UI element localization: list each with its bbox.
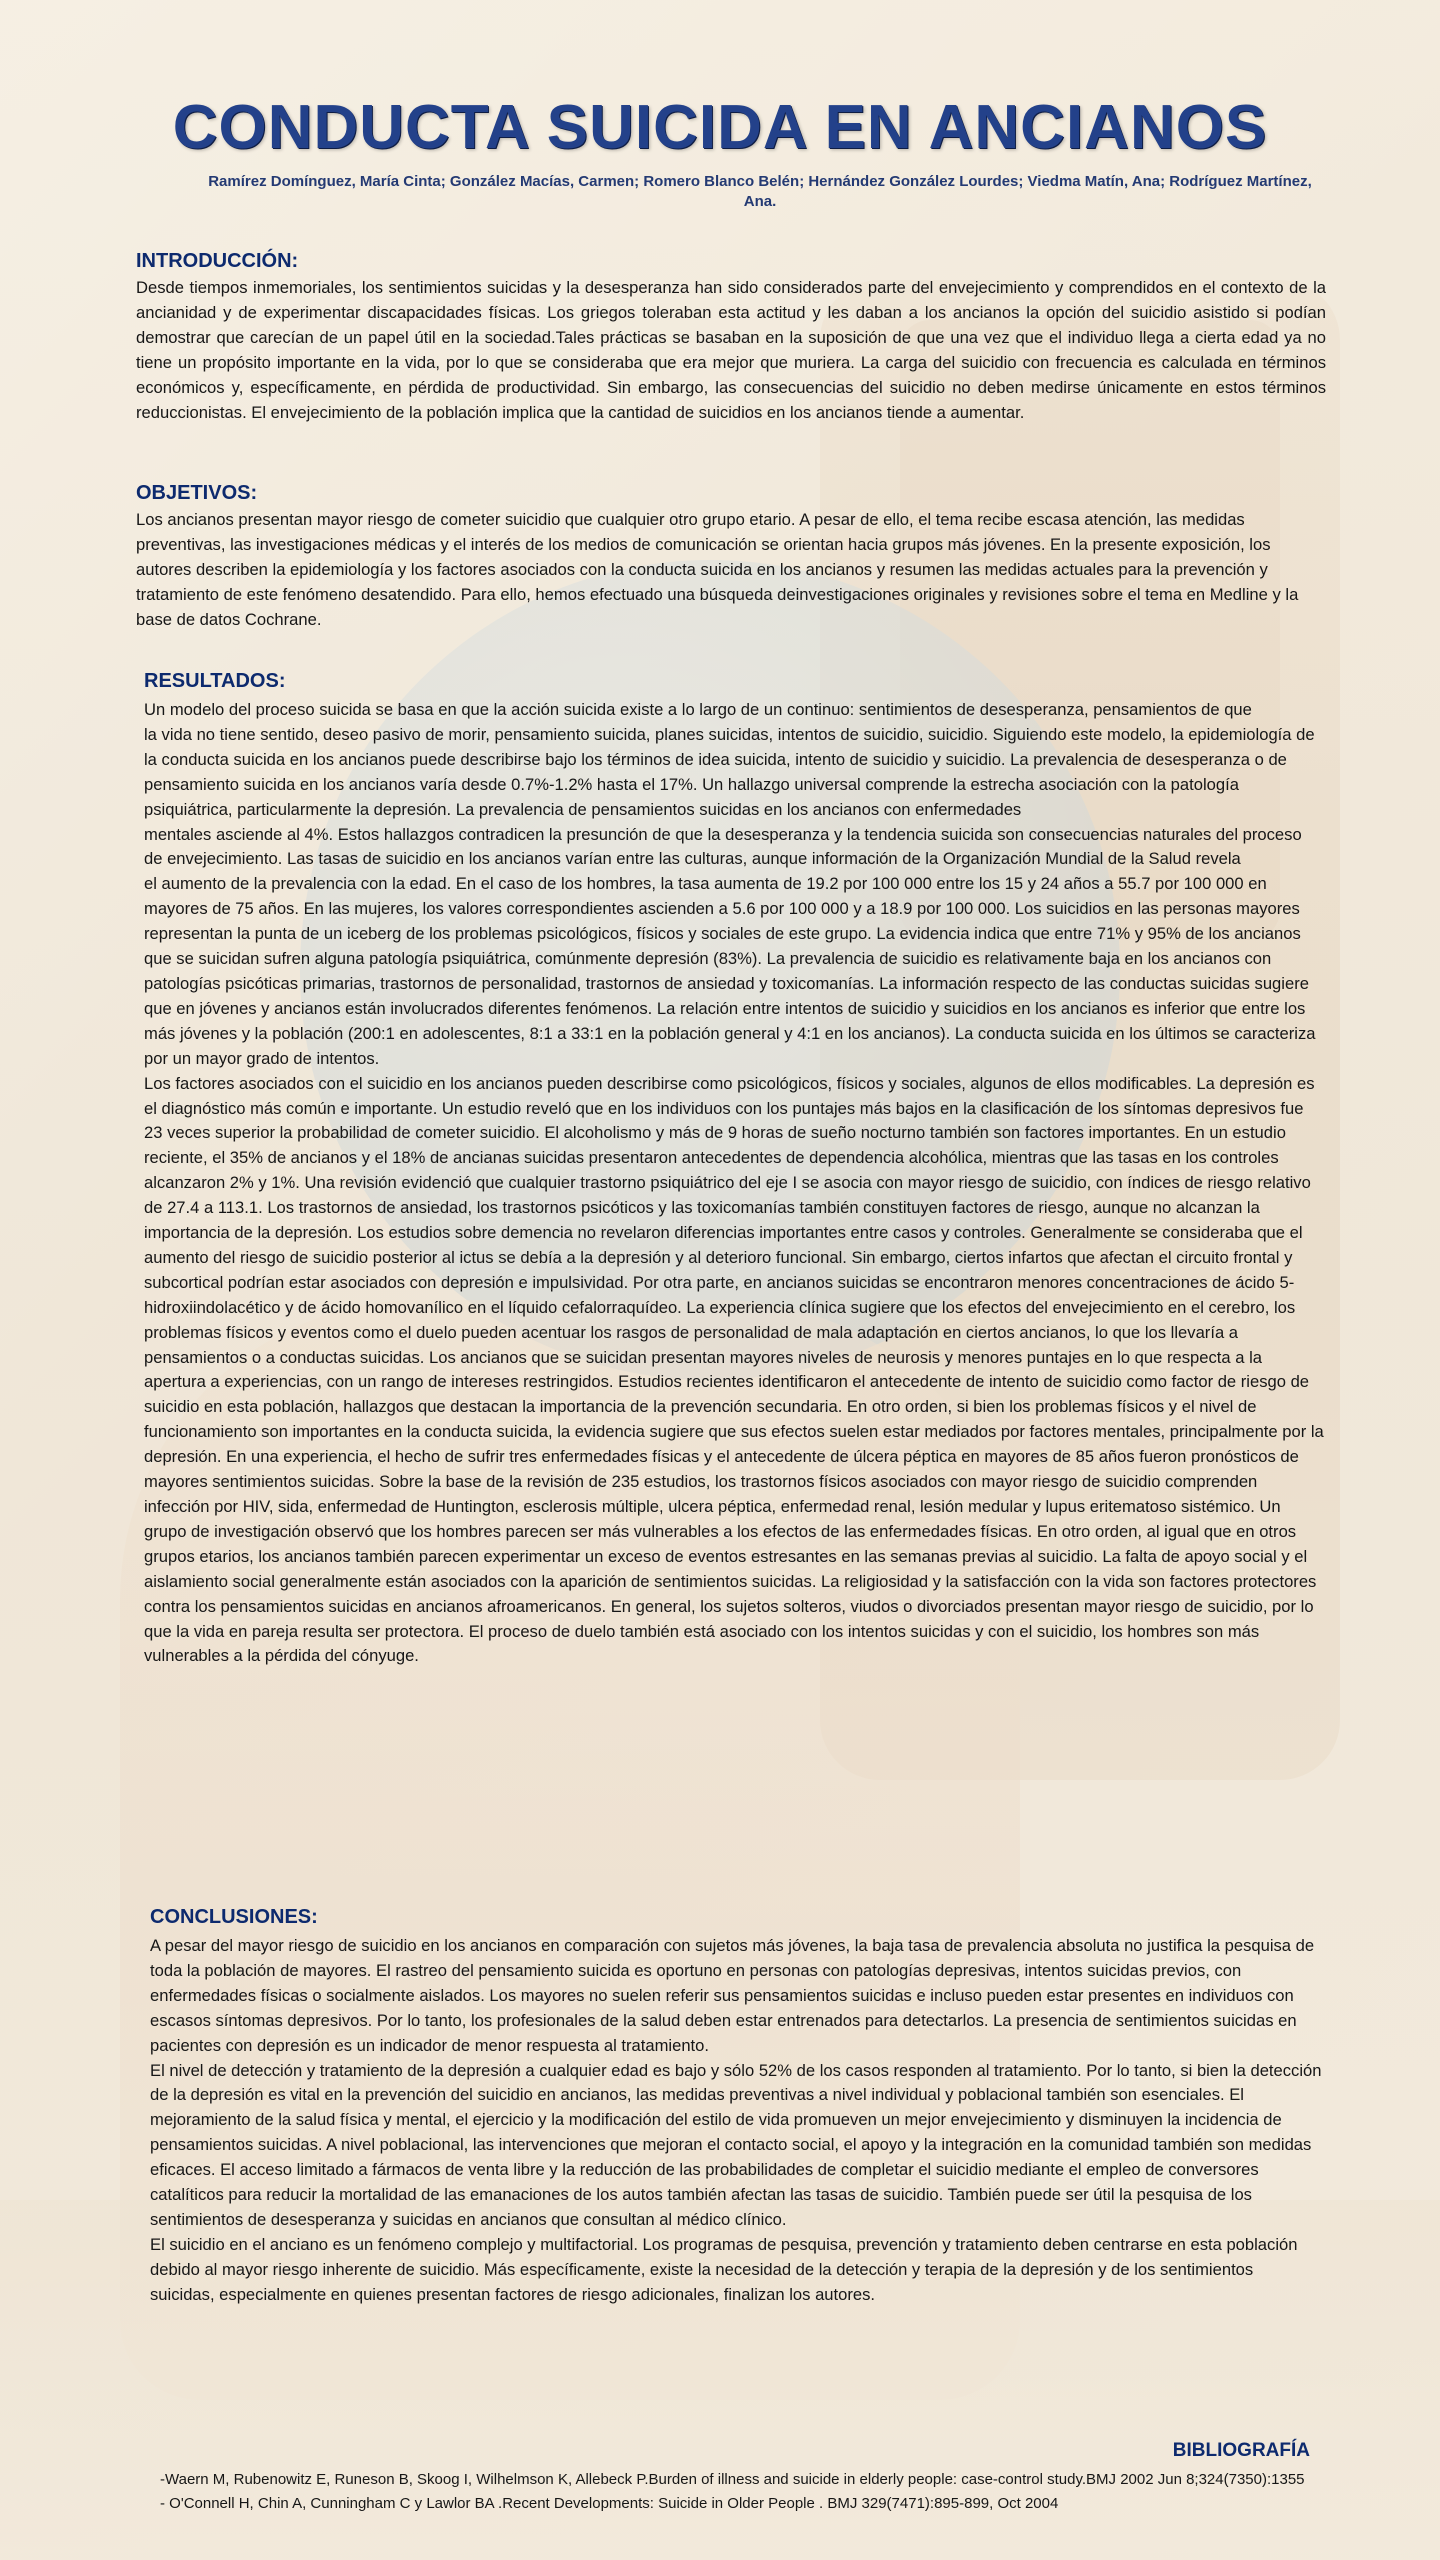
objetivos-heading: OBJETIVOS: (136, 482, 258, 504)
bibliografia-entry: -Waern M, Rubenowitz E, Runeson B, Skoog I, Wilhelmson K, Allebeck P.Burden of illness and suicide in elderly people: case-control study.BMJ 2002 Jun 8;324(7350):1355 (160, 2471, 1305, 2488)
objetivos-body (136, 508, 1326, 633)
resultados-heading: RESULTADOS: (144, 670, 286, 692)
resultados-body (144, 698, 1324, 1669)
conclusiones-body (150, 1934, 1322, 2308)
conclusiones-paragraph: El suicidio en el anciano es un fenómeno complejo y multifactorial. Los programas de pesquisa, prevención y tratamiento deben centrarse en esta población debido al mayor riesgo inherente de suicidio. Más específicamente, existe la necesidad de la detección y terapia de la depresión y de los sentimientos suicidas, especialmente en quienes presentan factores de riesgo adicionales, finalizan los autores. (150, 2234, 1298, 2304)
bibliografia-list (160, 2468, 1310, 2516)
objetivos-paragraph: Los ancianos presentan mayor riesgo de cometer suicidio que cualquier otro grupo etario. A pesar de ello, el tema recibe escasa atención, las medidas preventivas, las investigaciones médicas y el interés de los medios de comunicación se orientan hacia grupos más jóvenes. En la presente exposición, los autores describen la epidemiología y los factores asociados con la conducta suicida en los ancianos y resumen las medidas actuales para la prevención y tratamiento de este fenómeno desatendido. Para ello, hemos efectuado una búsqueda deinvestigaciones originales y revisiones sobre el tema en Medline y la base de datos Cochrane. (136, 510, 1299, 629)
resultados-paragraph: mentales asciende al 4%. Estos hallazgos contradicen la presunción de que la desesperanza y la tendencia suicida son consecuencias naturales del proceso de envejecimiento. Las tasas de suicidio en los ancianos varían entre las culturas, aunque información de la Organización Mundial de la Salud revela (144, 824, 1302, 869)
introduccion-body (136, 276, 1326, 425)
resultados-paragraph: el aumento de la prevalencia con la edad. En el caso de los hombres, la tasa aumenta de 19.2 por 100 000 entre los 15 y 24 años a 55.7 por 100 000 en mayores de 75 años. En las mujeres, los valores correspondientes ascienden a 5.6 por 100 000 y a 18.9 por 100 000. Los suicidios en las personas mayores representan la punta de un iceberg de los problemas psicológicos, físicos y sociales de este grupo. La evidencia indica que entre 71% y 95% de los ancianos que se suicidan sufren alguna patología psiquiátrica, comúnmente depresión (83%). La prevalencia de suicidio es relativamente baja en los ancianos con patologías psicóticas primarias, trastornos de personalidad, trastornos de ansiedad y toxicomanías. La información respecto de las conductas suicidas sugiere que en jóvenes y ancianos están involucrados diferentes fenómenos. La relación entre intentos de suicidio y suicidios en los ancianos es inferior que entre los más jóvenes y la población (200:1 en adolescentes, 8:1 a 33:1 en la población general y 4:1 en los ancianos). La conducta suicida en los últimos se caracteriza por un mayor grado de intentos. (144, 874, 1316, 1068)
bibliografia-heading: BIBLIOGRAFÍA (1172, 2440, 1310, 2461)
conclusiones-paragraph: A pesar del mayor riesgo de suicidio en los ancianos en comparación con sujetos más jóvenes, la baja tasa de prevalencia absoluta no justifica la pesquisa de toda la población de mayores. El rastreo del pensamiento suicida es oportuno en personas con patologías depresivas, intentos suicidas previos, con enfermedades físicas o socialmente aislados. Los mayores no suelen referir sus pensamientos suicidas e incluso pueden estar presentes en individuos con escasos síntomas depresivos. Por lo tanto, los profesionales de la salud deben estar entrenados para detectarlos. La presencia de sentimientos suicidas en pacientes con depresión es un indicador de menor respuesta al tratamiento. (150, 1936, 1315, 2055)
resultados-paragraph: Un modelo del proceso suicida se basa en que la acción suicida existe a lo largo de un continuo: sentimientos de desesperanza, pensamientos de que (144, 700, 1252, 719)
introduccion-heading: INTRODUCCIÓN: (136, 250, 299, 272)
authors-line: Ramírez Domínguez, María Cinta; González Macías, Carmen; Romero Blanco Belén; Hernández González Lourdes; Viedma Matín, Ana; Rodríguez Martínez, Ana. (208, 173, 1312, 210)
introduccion-paragraph: Desde tiempos inmemoriales, los sentimientos suicidas y la desesperanza han sido considerados parte del envejecimiento y comprendidos en el contexto de la ancianidad y de experimentar discapacidades físicas. Los griegos toleraban esta actitud y les daban a los ancianos la opción del suicidio asistido si podían demostrar que carecían de un papel útil en la sociedad.Tales prácticas se basaban en la suposición de que una vez que el individuo llega a cierta edad ya no tiene un propósito importante en la vida, por lo que se consideraba que era mejor que muriera. La carga del suicidio con frecuencia es calculada en términos económicos y, específicamente, en pérdida de productividad. Sin embargo, las consecuencias del suicidio no deben medirse únicamente en estos términos reduccionistas. El envejecimiento de la población implica que la cantidad de suicidios en los ancianos tiende a aumentar. (136, 278, 1326, 422)
poster-title: CONDUCTA SUICIDA EN ANCIANOS (172, 93, 1268, 162)
conclusiones-paragraph: El nivel de detección y tratamiento de la depresión a cualquier edad es bajo y sólo 52% de los casos responden al tratamiento. Por lo tanto, si bien la detección de la depresión es vital en la prevención del suicidio en ancianos, las medidas preventivas a nivel individual y poblacional también son esenciales. El mejoramiento de la salud física y mental, el ejercicio y la modificación del estilo de vida promueven un mejor envejecimiento y disminuyen la incidencia de pensamientos suicidas. A nivel poblacional, las intervenciones que mejoran el contacto social, el apoyo y la integración en la comunidad también son medidas eficaces. El acceso limitado a fármacos de venta libre y la reducción de las probabilidades de completar el suicidio mediante el empleo de conversores catalíticos para reducir la mortalidad de las emanaciones de los autos también afectan las tasas de suicidio. También puede ser útil la pesquisa de los sentimientos de desesperanza y suicidas en ancianos que consultan al médico clínico. (150, 2060, 1322, 2229)
resultados-paragraph: Los factores asociados con el suicidio en los ancianos pueden describirse como psicológicos, físicos y sociales, algunos de ellos modificables. La depresión es el diagnóstico más común e importante. Un estudio reveló que en los individuos con los puntajes más bajos en la clasificación de los síntomas depresivos fue 23 veces superior la probabilidad de cometer suicidio. El alcoholismo y más de 9 horas de sueño nocturno también son factores importantes. En un estudio reciente, el 35% de ancianos y el 18% de ancianas suicidas presentaron antecedentes de dependencia alcohólica, mientras que las tasas en los controles alcanzaron 2% y 1%. Una revisión evidenció que cualquier trastorno psiquiátrico del eje I se asocia con mayor riesgo de suicidio, con índices de riesgo relativo de 27.4 a 113.1. Los trastornos de ansiedad, los trastornos psicóticos y las toxicomanías también constituyen factores de riesgo, aunque no alcanzan la importancia de la depresión. Los estudios sobre demencia no revelaron diferencias importantes entre casos y controles. Generalmente se consideraba que el aumento del riesgo de suicidio posterior al ictus se debía a la depresión y al deterioro funcional. Sin embargo, ciertos infartos que afectan el circuito frontal y subcortical podrían estar asociados con depresión e impulsividad. Por otra parte, en ancianos suicidas se encontraron menores concentraciones de ácido 5-hidroxiindolacético y de ácido homovanílico en el líquido cefalorraquídeo. La experiencia clínica sugiere que los efectos del envejecimiento en el cerebro, los problemas físicos y eventos como el duelo pueden acentuar los rasgos de personalidad de mala adaptación en ciertos ancianos, lo que los llevaría a pensamientos o a conductas suicidas. Los ancianos que se suicidan presentan mayores niveles de neurosis y menores puntajes en lo que respecta a la apertura a experiencias, con un rango de intereses restringidos. Estudios recientes identificaron el antecedente de intento de suicidio como factor de riesgo de suicidio en esta población, hallazgos que destacan la importancia de la prevención secundaria. En otro orden, si bien los problemas físicos y el nivel de funcionamiento son importantes en la conducta suicida, la evidencia sugiere que sus efectos suelen estar mediados por factores mentales, principalmente por la depresión. En una experiencia, el hecho de sufrir tres enfermedades físicas y el antecedente de úlcera péptica en mayores de 85 años fueron pronósticos de mayores sentimientos suicidas. Sobre la base de la revisión de 235 estudios, los trastornos físicos asociados con mayor riesgo de suicidio comprenden infección por HIV, sida, enfermedad de Huntington, esclerosis múltiple, ulcera péptica, enfermedad renal, lesión medular y lupus eritematoso sistémico. Un grupo de investigación observó que los hombres parecen ser más vulnerables a los efectos de las enfermedades físicas. En otro orden, al igual que en otros grupos etarios, los ancianos también parecen experimentar un exceso de eventos estresantes en las semanas previas al suicidio. La falta de apoyo social y el aislamiento social generalmente están asociados con la aparición de sentimientos suicidas. La religiosidad y la satisfacción con la vida son factores protectores contra los pensamientos suicidas en ancianos afroamericanos. En general, los sujetos solteros, viudos o divorciados presentan mayor riesgo de suicidio, por lo que la vida en pareja resulta ser protectora. El proceso de duelo también está asociado con los intentos suicidas y con el suicidio, los hombres son más vulnerables a la pérdida del cónyuge. (144, 1073, 1324, 1666)
bibliografia-entry: - O'Connell H, Chin A, Cunningham C y Lawlor BA .Recent Developments: Suicide in Older People . BMJ 329(7471):895-899, Oct 2004 (160, 2495, 1059, 2512)
conclusiones-heading: CONCLUSIONES: (150, 1906, 318, 1928)
resultados-paragraph: la vida no tiene sentido, deseo pasivo de morir, pensamiento suicida, planes suicidas, intentos de suicidio, suicidio. Siguiendo este modelo, la epidemiología de la conducta suicida en los ancianos puede describirse bajo los términos de idea suicida, intento de suicidio y suicidio. La prevalencia de desesperanza o de pensamiento suicida en los ancianos varía desde 0.7%-1.2% hasta el 17%. Un hallazgo universal comprende la estrecha asociación con la patología psiquiátrica, particularmente la depresión. La prevalencia de pensamientos suicidas en los ancianos con enfermedades (144, 724, 1315, 819)
